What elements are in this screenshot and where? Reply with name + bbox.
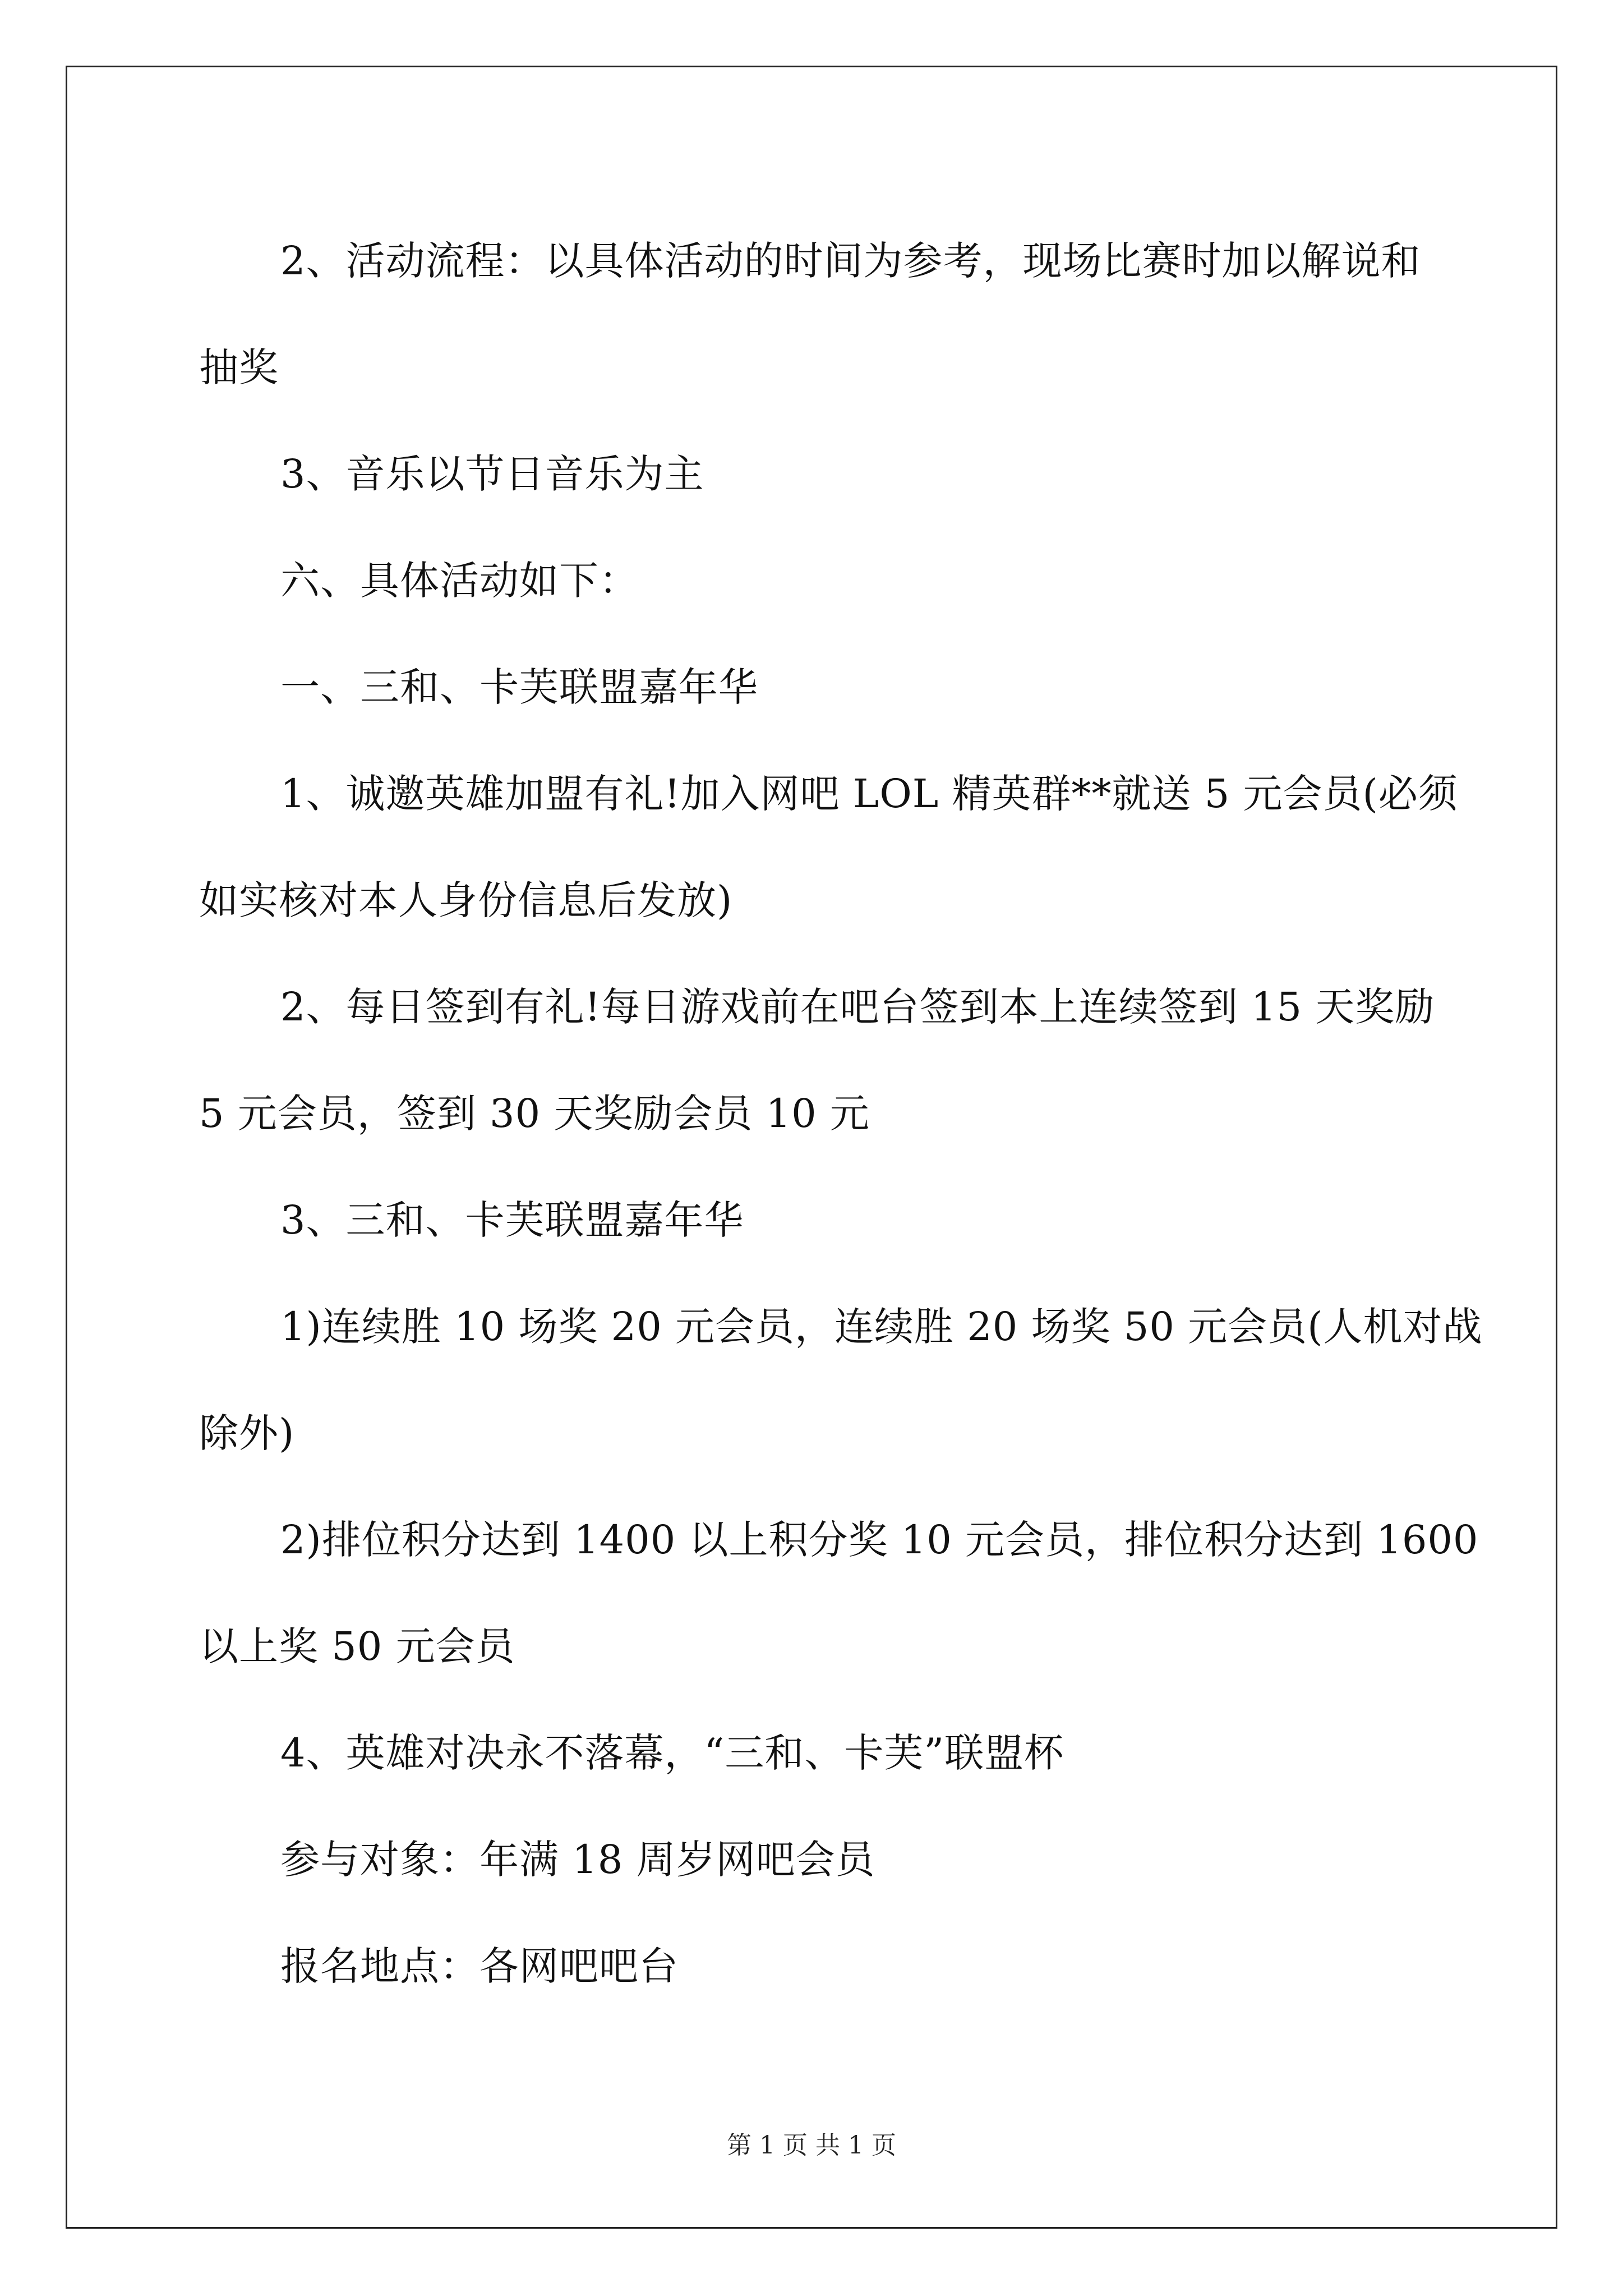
text-line: 六、具体活动如下：: [280, 558, 639, 604]
paragraph-section-one: [199, 634, 1433, 740]
text-line: 1、诚邀英雄加盟有礼!加入网吧 LOL 精英群**就送 5 元会员(必须: [280, 771, 1458, 817]
paragraph-subitem-ranked-points: [199, 1487, 1479, 1700]
paragraph-item-carnival: [199, 1167, 1433, 1273]
text-line: 一、三和、卡芙联盟嘉年华: [280, 664, 758, 710]
paragraph-participants: [199, 1806, 1433, 1913]
text-line: 2、每日签到有礼!每日游戏前在吧台签到本上连续签到 15 天奖励: [280, 984, 1435, 1030]
paragraph-section-six: [199, 527, 1433, 634]
paragraph-item-checkin: [199, 954, 1433, 1167]
text-line: 除外): [199, 1410, 295, 1456]
paragraph-music: [199, 421, 1433, 527]
paragraph-activity-flow: [199, 208, 1433, 421]
text-line: 4、英雄对决永不落幕，“三和、卡芙”联盟杯: [280, 1730, 1064, 1776]
text-line: 2、活动流程：以具体活动的时间为参考，现场比赛时加以解说和: [280, 238, 1421, 284]
text-line: 以上奖 50 元会员: [199, 1623, 515, 1669]
text-line: 3、音乐以节日音乐为主: [280, 451, 704, 497]
text-line: 2)排位积分达到 1400 以上积分奖 10 元会员，排位积分达到 1600: [280, 1517, 1479, 1563]
document-body: [199, 208, 1483, 2019]
text-line: 抽奖: [199, 344, 279, 390]
text-line: 3、三和、卡芙联盟嘉年华: [280, 1197, 744, 1243]
text-line: 1)连续胜 10 场奖 20 元会员，连续胜 20 场奖 50 元会员(人机对战: [280, 1304, 1483, 1350]
text-line: 报名地点：各网吧吧台: [280, 1943, 679, 1989]
text-line: 5 元会员，签到 30 天奖励会员 10 元: [199, 1091, 870, 1137]
paragraph-item-invite: [199, 740, 1458, 954]
page-number-footer: 第 1 页 共 1 页: [727, 2131, 896, 2160]
text-line: 参与对象：年满 18 周岁网吧会员: [280, 1837, 875, 1883]
text-line: 如实核对本人身份信息后发放): [199, 877, 733, 923]
paragraph-item-cup: [199, 1700, 1433, 1806]
paragraph-registration-location: [199, 1913, 1433, 2019]
paragraph-subitem-win-streak: [199, 1273, 1483, 1487]
